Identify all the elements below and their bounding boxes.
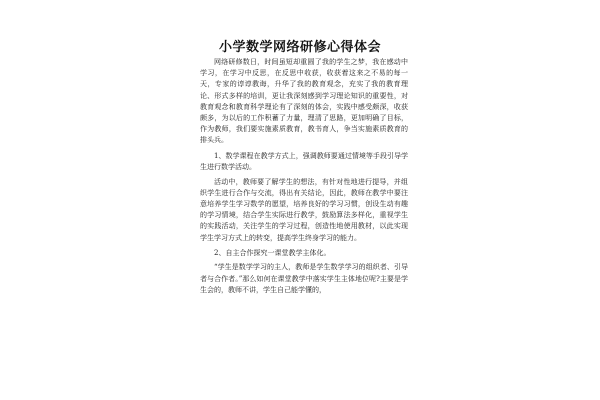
document-title: 小学数学网络研修心得体会	[218, 40, 381, 55]
paragraph-point-1: 1、数学课程在教学方式上，强调教师要通过情境等手段引导学生进行数学活动。	[200, 152, 408, 172]
paragraph-point-2: 2、自主合作探究一课堂教学主体化。	[214, 249, 331, 258]
paragraph-student-subject: “学生是数学学习的主人，教师是学生数学学习的组织者、引导者与合作者。”那么如何在课堂教学中落实学生主体地位呢?主要是学生会的，教师不讲，学生自己能学懂的，	[200, 263, 408, 294]
document-body	[200, 57, 408, 301]
paragraph-activity: 活动中，教师要了解学生的想法，有针对性地进行提导，并组织学生进行合作与交流，得出有关结论，因此，教师在教学中要注意培养学生学习数学的愿望，培养良好的学习习惯，创设生动有趣的学习情境，结合学生实际进行教学，鼓励算法多样化，重视学生的实践活动，关注学生的学习过程，创造性地使用教材，以此实现学生学习方式上的转变，提高学生终身学习的能力。	[200, 177, 408, 242]
paragraph-intro: 网络研修数日，时间虽短却重圆了我的学生之梦，我在感动中学习，在学习中反思，在反思中收获，收获着这来之不易的每一天，专家的谆谆教诲，升华了我的教育观念，充实了我的教育理论、形式多样的培训，更让我深刻感到学习理论知识的重要性，对教育观念和教育科学理论有了深刻的体会，实践中感受颇深，收获颇多，为以后的工作积蓄了力量，理清了思路，更加明确了目标，作为教师，我们要实施素质教育，教书育人，争当实施素质教育的排头兵。	[200, 58, 408, 145]
